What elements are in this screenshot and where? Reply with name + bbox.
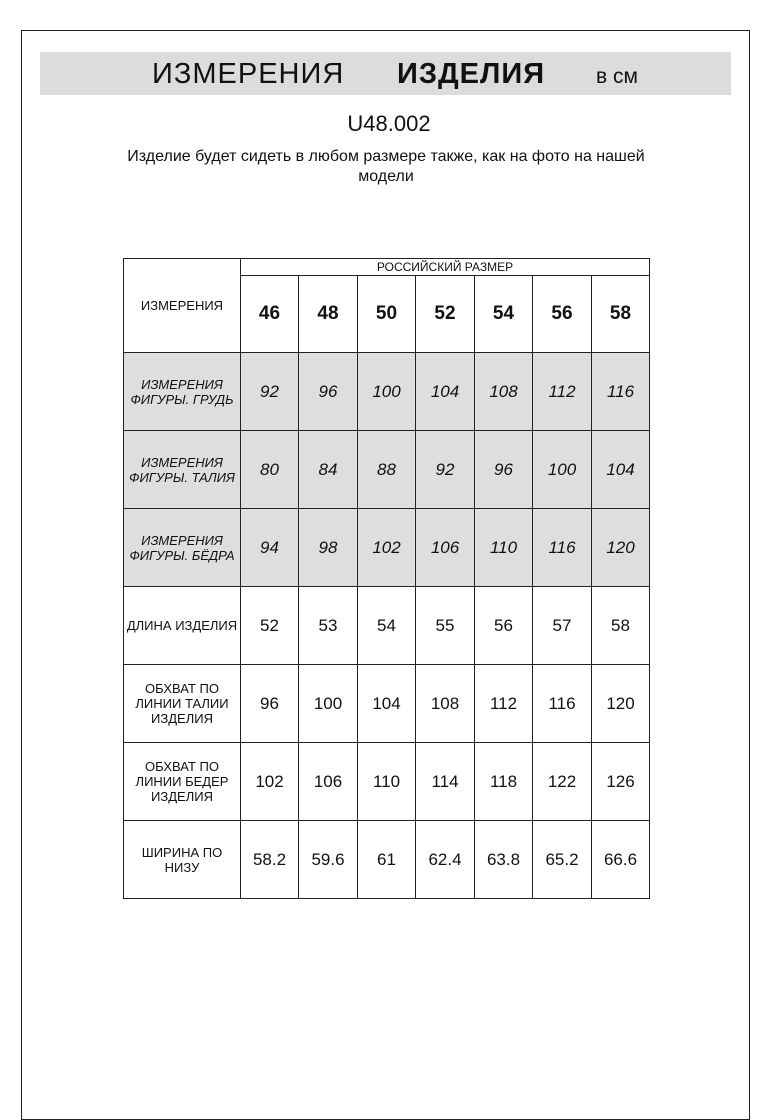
table-cell: 118 — [475, 743, 533, 821]
size-header-cell: 58 — [592, 276, 650, 353]
table-cell: 57 — [533, 587, 592, 665]
table-cell: 100 — [299, 665, 358, 743]
table-cell: 94 — [241, 509, 299, 587]
table-cell: 55 — [416, 587, 475, 665]
table-cell: 110 — [358, 743, 416, 821]
size-header-cell: 52 — [416, 276, 475, 353]
table-cell: 92 — [416, 431, 475, 509]
table-cell: 116 — [533, 665, 592, 743]
table-cell: 108 — [416, 665, 475, 743]
row-label: ШИРИНА ПО НИЗУ — [124, 821, 241, 899]
size-system-header: РОССИЙСКИЙ РАЗМЕР — [241, 259, 650, 276]
table-cell: 92 — [241, 353, 299, 431]
table-cell: 80 — [241, 431, 299, 509]
table-cell: 104 — [358, 665, 416, 743]
table-cell: 106 — [416, 509, 475, 587]
table-cell: 96 — [299, 353, 358, 431]
size-header-cell: 54 — [475, 276, 533, 353]
table-cell: 59.6 — [299, 821, 358, 899]
table-cell: 116 — [592, 353, 650, 431]
table-cell: 58.2 — [241, 821, 299, 899]
size-table — [123, 258, 650, 899]
table-cell: 65.2 — [533, 821, 592, 899]
size-header-cell: 46 — [241, 276, 299, 353]
table-cell: 84 — [299, 431, 358, 509]
table-cell: 96 — [241, 665, 299, 743]
row-label: ОБХВАТ ПО ЛИНИИ ТАЛИИ ИЗДЕЛИЯ — [124, 665, 241, 743]
title-part-garment: ИЗДЕЛИЯ — [397, 58, 546, 90]
table-cell: 104 — [592, 431, 650, 509]
table-cell: 116 — [533, 509, 592, 587]
fit-note: Изделие будет сидеть в любом размере также, как на фото на нашей модели — [127, 148, 645, 185]
table-cell: 126 — [592, 743, 650, 821]
table-cell: 102 — [241, 743, 299, 821]
table-row — [124, 665, 650, 743]
table-cell: 112 — [475, 665, 533, 743]
table-cell: 120 — [592, 665, 650, 743]
table-cell: 96 — [475, 431, 533, 509]
table-cell: 114 — [416, 743, 475, 821]
table-cell: 56 — [475, 587, 533, 665]
size-header-cell: 50 — [358, 276, 416, 353]
table-cell: 110 — [475, 509, 533, 587]
table-cell: 53 — [299, 587, 358, 665]
table-cell: 88 — [358, 431, 416, 509]
table-cell: 112 — [533, 353, 592, 431]
table-row — [124, 509, 650, 587]
row-label: ОБХВАТ ПО ЛИНИИ БЕДЕР ИЗДЕЛИЯ — [124, 743, 241, 821]
title-part-measurements: ИЗМЕРЕНИЯ — [152, 58, 345, 90]
table-cell: 98 — [299, 509, 358, 587]
table-row — [124, 587, 650, 665]
row-label: ИЗМЕРЕНИЯ ФИГУРЫ. ТАЛИЯ — [124, 431, 241, 509]
size-header-cell: 56 — [533, 276, 592, 353]
row-label: ДЛИНА ИЗДЕЛИЯ — [124, 587, 241, 665]
table-cell: 108 — [475, 353, 533, 431]
row-label: ИЗМЕРЕНИЯ ФИГУРЫ. ГРУДЬ — [124, 353, 241, 431]
table-row — [124, 353, 650, 431]
title-banner — [40, 52, 731, 95]
table-cell: 63.8 — [475, 821, 533, 899]
row-label: ИЗМЕРЕНИЯ ФИГУРЫ. БЁДРА — [124, 509, 241, 587]
table-row — [124, 743, 650, 821]
table-cell: 66.6 — [592, 821, 650, 899]
article-number: U48.002 — [347, 111, 431, 136]
table-cell: 61 — [358, 821, 416, 899]
table-cell: 54 — [358, 587, 416, 665]
table-cell: 104 — [416, 353, 475, 431]
table-cell: 102 — [358, 509, 416, 587]
table-cell: 100 — [533, 431, 592, 509]
table-row — [124, 821, 650, 899]
table-cell: 52 — [241, 587, 299, 665]
table-cell: 122 — [533, 743, 592, 821]
table-cell: 58 — [592, 587, 650, 665]
table-cell: 120 — [592, 509, 650, 587]
title-units: в см — [596, 65, 638, 88]
table-row — [124, 431, 650, 509]
table-cell: 100 — [358, 353, 416, 431]
table-cell: 62.4 — [416, 821, 475, 899]
table-cell: 106 — [299, 743, 358, 821]
corner-label: ИЗМЕРЕНИЯ — [124, 259, 241, 353]
size-header-cell: 48 — [299, 276, 358, 353]
